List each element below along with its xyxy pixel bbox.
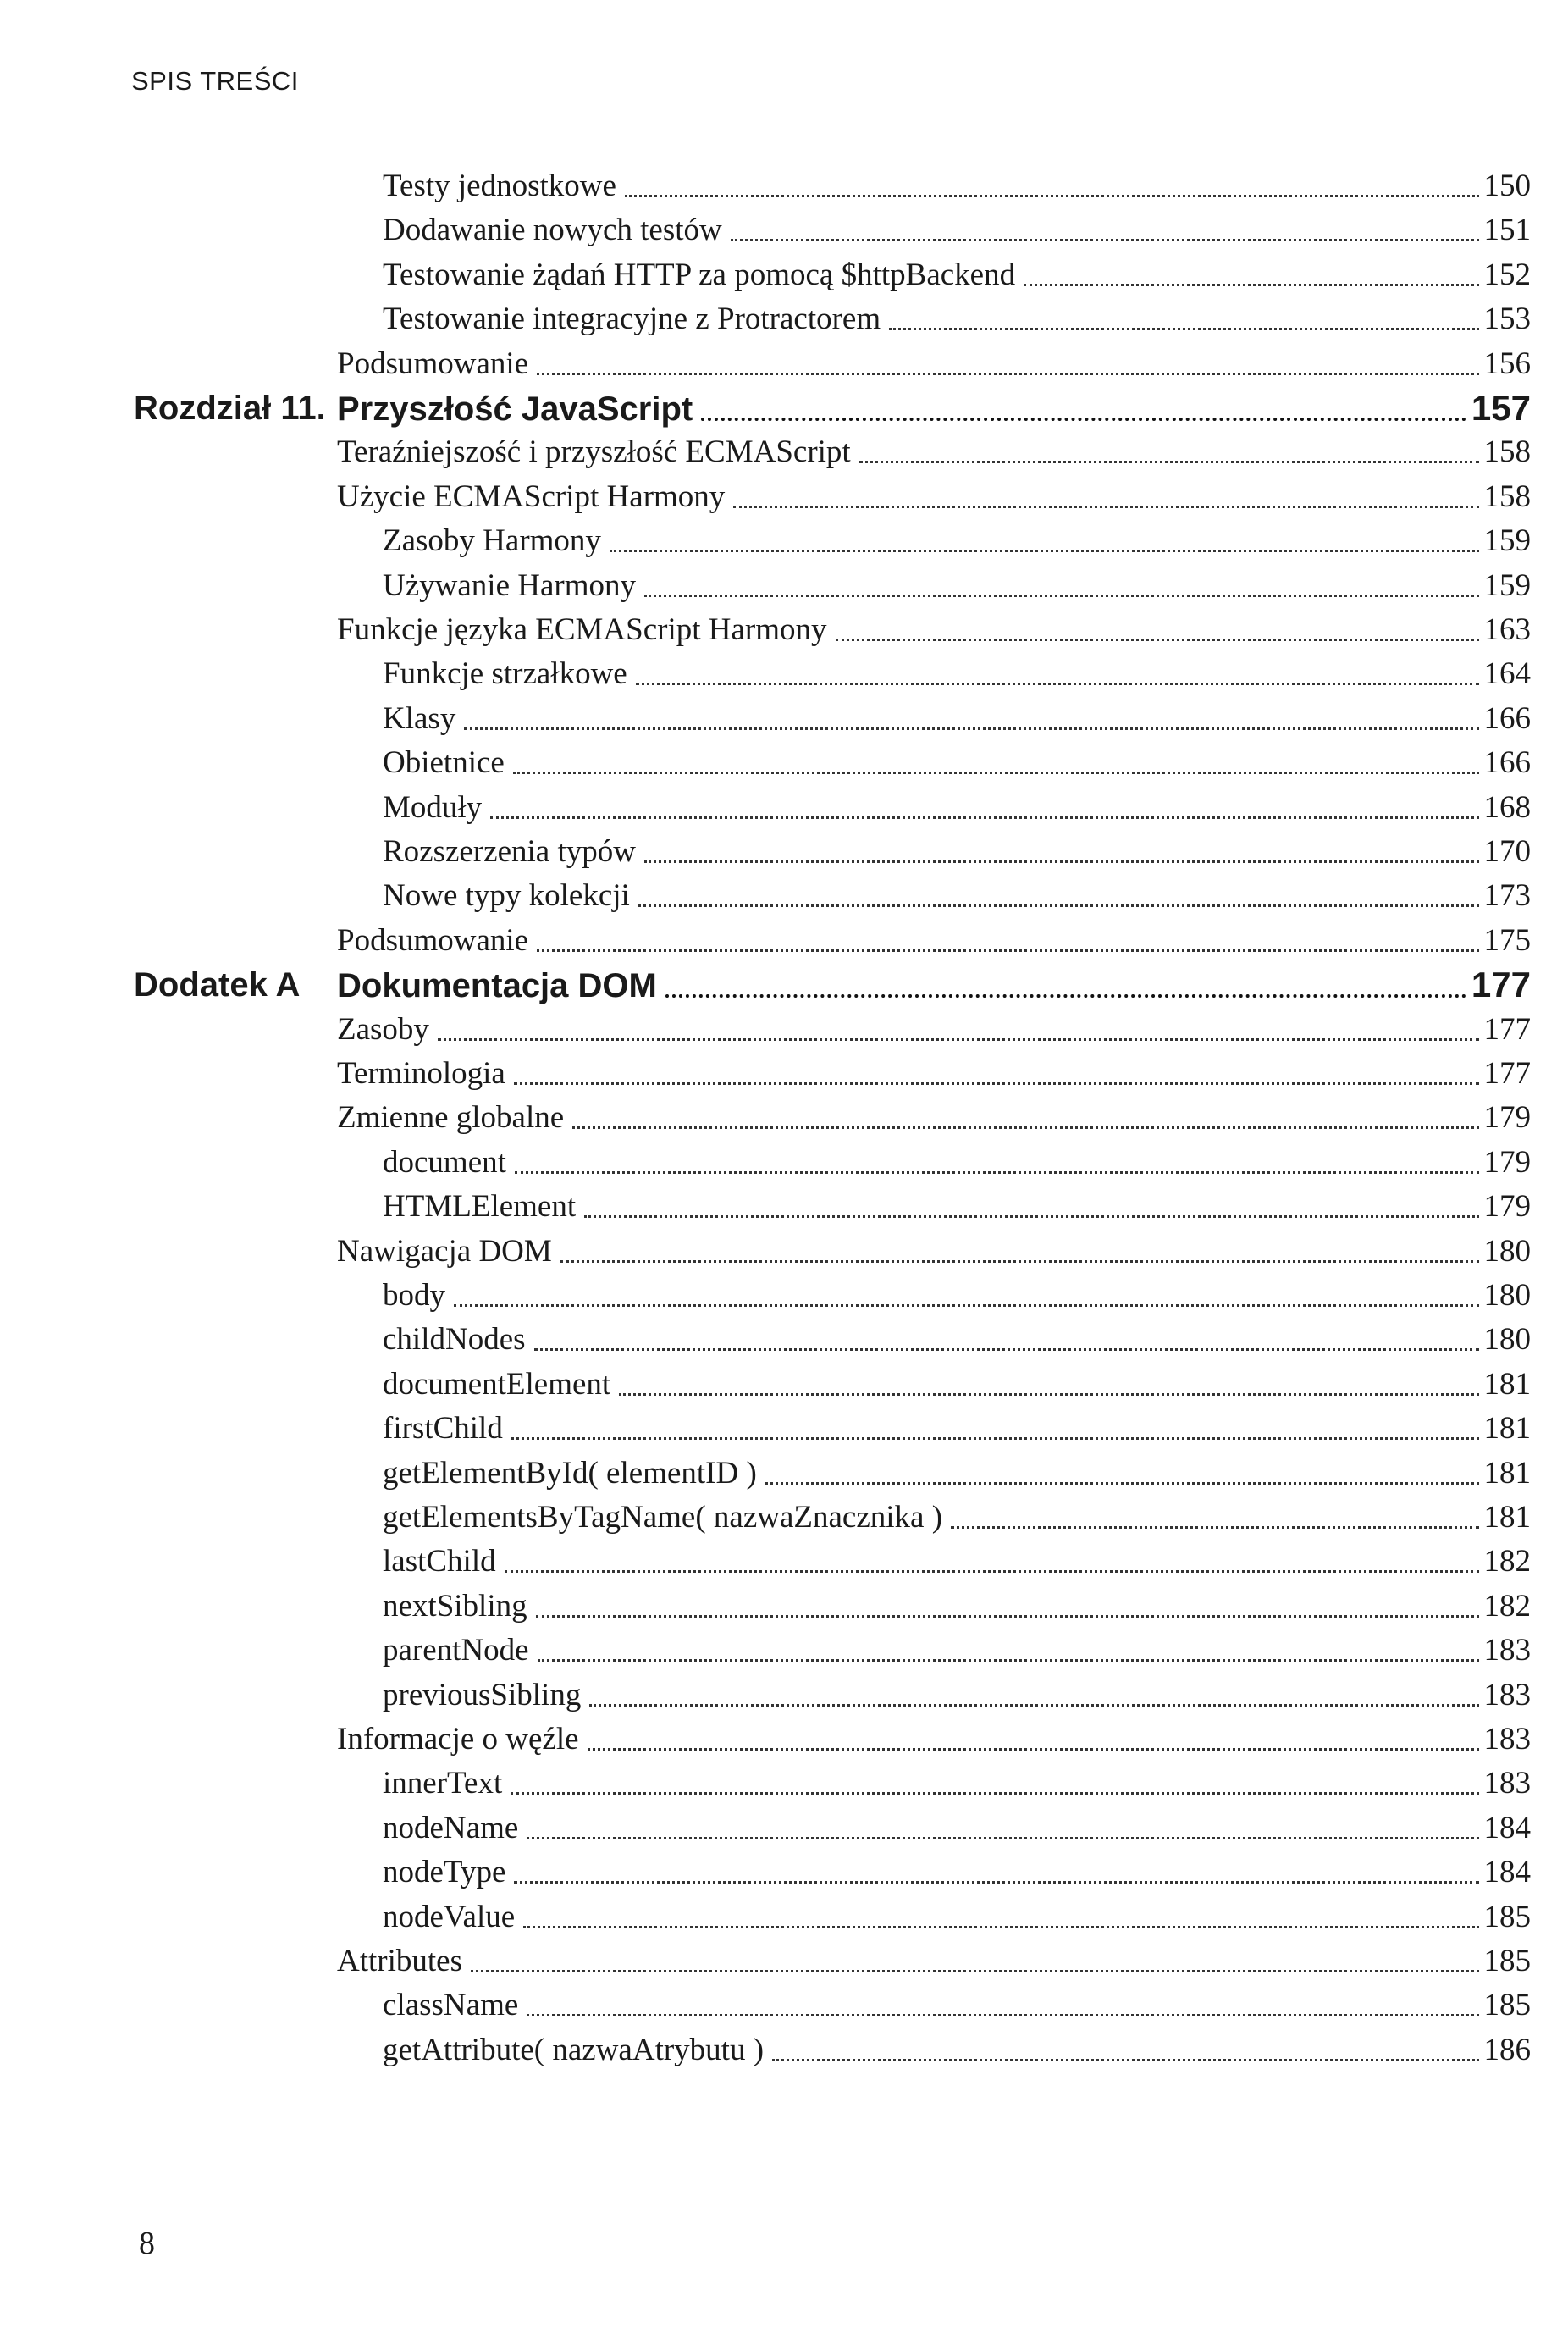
toc-entry-row xyxy=(383,298,1531,340)
dot-leader xyxy=(511,1791,1478,1795)
dot-leader xyxy=(515,1170,1479,1174)
toc-entry-page: 158 xyxy=(1483,479,1531,514)
dot-leader xyxy=(511,1436,1479,1440)
toc-entry-page: 152 xyxy=(1483,257,1531,292)
toc-entry-page: 181 xyxy=(1483,1411,1531,1447)
toc-entry-title: body xyxy=(383,1278,445,1313)
toc-entry-row xyxy=(383,653,1531,695)
toc-entry-page: 179 xyxy=(1483,1189,1531,1225)
toc-entry-page: 180 xyxy=(1483,1322,1531,1358)
dot-leader xyxy=(733,505,1478,508)
toc-entry-page: 173 xyxy=(1483,878,1531,914)
toc-entry-title: Zmienne globalne xyxy=(337,1100,565,1136)
dot-leader xyxy=(471,1969,1479,1972)
toc-entry-page: 177 xyxy=(1483,1056,1531,1091)
toc-entry-row xyxy=(383,1896,1531,1939)
toc-entry-row xyxy=(383,698,1531,740)
toc-entry-row xyxy=(337,343,1531,385)
toc-entry-row xyxy=(383,565,1531,607)
toc-entry-title: innerText xyxy=(383,1766,503,1801)
toc-entry-row xyxy=(383,1496,1531,1539)
toc-entry-row xyxy=(383,1452,1531,1495)
toc-entry-row xyxy=(337,609,1531,651)
toc-entry-title: previousSibling xyxy=(383,1677,582,1712)
dot-leader xyxy=(644,594,1479,597)
toc-entry-page: 175 xyxy=(1483,922,1531,958)
dot-leader xyxy=(536,1614,1479,1618)
toc-entry-title: Dodawanie nowych testów xyxy=(383,213,722,248)
dot-leader xyxy=(951,1525,1478,1529)
dot-leader xyxy=(589,1703,1478,1707)
toc-entry-page: 158 xyxy=(1483,434,1531,470)
toc-entry-row xyxy=(383,875,1531,917)
chapter-label: Rozdział 11. xyxy=(134,390,326,427)
dot-leader xyxy=(1024,283,1478,286)
dot-leader xyxy=(619,1392,1478,1396)
toc-entry-row xyxy=(383,254,1531,296)
dot-leader xyxy=(537,949,1478,952)
toc-entry-row xyxy=(337,1097,1531,1139)
toc-entry-title: nodeValue xyxy=(383,1899,516,1934)
toc-entry-row xyxy=(383,1851,1531,1894)
toc-entry-page: 151 xyxy=(1483,213,1531,248)
toc-entry-page: 180 xyxy=(1483,1278,1531,1313)
toc-entry-row xyxy=(383,520,1531,562)
toc-entry-title: Testy jednostkowe xyxy=(383,169,616,203)
page-number: 8 xyxy=(139,2226,155,2261)
dot-leader xyxy=(490,816,1478,819)
dot-leader xyxy=(537,372,1478,375)
toc-entry-page: 166 xyxy=(1483,700,1531,736)
toc-entry-row xyxy=(383,1186,1531,1228)
dot-leader xyxy=(464,727,1478,730)
toc-entry-title: Funkcje języka ECMAScript Harmony xyxy=(337,612,827,647)
toc-entry-row xyxy=(337,1053,1531,1095)
toc-entry-title: Teraźniejszość i przyszłość ECMAScript xyxy=(337,434,851,470)
dot-leader xyxy=(644,860,1479,863)
toc-entry-page: 182 xyxy=(1483,1588,1531,1624)
toc-entry-page: 150 xyxy=(1483,169,1531,203)
dot-leader xyxy=(636,682,1479,685)
toc-entry-title: Rozszerzenia typów xyxy=(383,834,636,869)
toc-entry-page: 157 xyxy=(1471,388,1531,428)
dot-leader xyxy=(610,549,1479,552)
toc-entry-page: 183 xyxy=(1483,1766,1531,1801)
dot-leader xyxy=(514,1880,1478,1884)
toc-entry-page: 185 xyxy=(1483,1988,1531,2023)
toc-entry-page: 180 xyxy=(1483,1233,1531,1269)
toc-entry-row xyxy=(337,1009,1531,1051)
toc-entry-title: Zasoby Harmony xyxy=(383,523,601,559)
dot-leader xyxy=(588,1747,1479,1751)
toc-entry-page: 182 xyxy=(1483,1544,1531,1579)
toc-entry-row xyxy=(337,1231,1531,1273)
toc-entry-page: 181 xyxy=(1483,1455,1531,1491)
toc-entry-title: Terminologia xyxy=(337,1056,505,1091)
toc-entry-page: 186 xyxy=(1483,2032,1531,2067)
toc-entry-page: 183 xyxy=(1483,1633,1531,1668)
toc-entry-row xyxy=(383,742,1531,784)
toc-entry-row xyxy=(383,1629,1531,1672)
dot-leader xyxy=(772,2058,1478,2061)
toc-entry-title: childNodes xyxy=(383,1322,526,1358)
toc-entry-title: getAttribute( nazwaAtrybutu ) xyxy=(383,2032,765,2067)
toc-entry-page: 183 xyxy=(1483,1677,1531,1712)
dot-leader xyxy=(584,1214,1478,1218)
toc-entry-title: getElementById( elementID ) xyxy=(383,1455,757,1491)
dot-leader xyxy=(527,1836,1478,1839)
toc-entry-row xyxy=(383,1319,1531,1361)
toc-entry-title: Klasy xyxy=(383,700,456,736)
toc-entry-title: parentNode xyxy=(383,1633,529,1668)
toc-entry-page: 181 xyxy=(1483,1366,1531,1402)
toc-entry-row xyxy=(337,920,1531,962)
toc-entry-page: 164 xyxy=(1483,656,1531,692)
toc-entry-title: documentElement xyxy=(383,1366,611,1402)
dot-leader xyxy=(560,1259,1479,1263)
toc-entry-page: 179 xyxy=(1483,1144,1531,1180)
toc-entry-row xyxy=(337,1940,1531,1983)
toc-entry-row xyxy=(383,1541,1531,1583)
toc-entry-title: className xyxy=(383,1988,519,2023)
toc-entry-row xyxy=(383,1762,1531,1805)
toc-entry-row xyxy=(383,1408,1531,1450)
toc-entry-title: Testowanie żądań HTTP za pomocą $httpBackend xyxy=(383,257,1016,292)
dot-leader xyxy=(438,1037,1479,1041)
toc-entry-page: 156 xyxy=(1483,346,1531,381)
dot-leader xyxy=(665,993,1466,998)
toc-entry-row xyxy=(383,831,1531,873)
toc-entry-title: Funkcje strzałkowe xyxy=(383,656,627,692)
toc-entry-row xyxy=(383,1674,1531,1717)
toc-entry-page: 185 xyxy=(1483,1944,1531,1978)
toc-entry-row xyxy=(337,476,1531,518)
dot-leader xyxy=(527,2013,1478,2016)
running-head: SPIS TREŚCI xyxy=(131,66,299,96)
toc-entry-page: 159 xyxy=(1483,523,1531,559)
toc-entry-title: Używanie Harmony xyxy=(383,567,636,603)
dot-leader xyxy=(454,1303,1479,1307)
toc-entry-page: 183 xyxy=(1483,1722,1531,1756)
chapter-label: Dodatek A xyxy=(134,966,301,1004)
toc-entry-title: Nawigacja DOM xyxy=(337,1233,552,1269)
toc-entry-page: 177 xyxy=(1483,1011,1531,1047)
toc-entry-row xyxy=(337,431,1531,473)
toc-entry-title: firstChild xyxy=(383,1411,503,1447)
dot-leader xyxy=(638,904,1479,907)
toc-entry-row xyxy=(383,1585,1531,1628)
toc-entry-title: Podsumowanie xyxy=(337,346,529,381)
dot-leader xyxy=(625,194,1479,197)
toc-entry-title: nodeType xyxy=(383,1855,506,1890)
toc-entry-row xyxy=(337,1718,1531,1761)
toc-entry-title: Informacje o węźle xyxy=(337,1722,579,1756)
toc-entry-page: 159 xyxy=(1483,567,1531,603)
dot-leader xyxy=(836,638,1479,641)
dot-leader xyxy=(731,238,1479,241)
toc-entry-page: 179 xyxy=(1483,1100,1531,1136)
toc-entry-page: 177 xyxy=(1471,965,1531,1005)
toc-entry-page: 170 xyxy=(1483,834,1531,869)
dot-leader xyxy=(505,1569,1479,1573)
toc-entry-title: document xyxy=(383,1144,506,1180)
toc-entry-page: 166 xyxy=(1483,745,1531,781)
toc-entry-title: Przyszłość JavaScript xyxy=(337,390,693,428)
toc-entry-title: lastChild xyxy=(383,1544,496,1579)
toc-entry-row xyxy=(383,1984,1531,2027)
toc-entry-row xyxy=(383,787,1531,829)
toc-entry-page: 184 xyxy=(1483,1855,1531,1890)
dot-leader xyxy=(889,327,1478,330)
toc-entry-title: HTMLElement xyxy=(383,1189,577,1225)
toc-entry-row xyxy=(383,1364,1531,1406)
dot-leader xyxy=(859,460,1479,463)
toc-entry-row xyxy=(383,1807,1531,1850)
toc-chapter-row xyxy=(337,387,1531,429)
dot-leader xyxy=(523,1925,1478,1928)
toc-entry-title: Zasoby xyxy=(337,1011,429,1047)
toc-entry-title: Podsumowanie xyxy=(337,922,529,958)
toc-entry-page: 153 xyxy=(1483,301,1531,337)
toc-entry-page: 184 xyxy=(1483,1810,1531,1845)
toc-entry-page: 185 xyxy=(1483,1899,1531,1934)
toc-entry-title: getElementsByTagName( nazwaZnacznika ) xyxy=(383,1500,943,1535)
toc-entry-title: Nowe typy kolekcji xyxy=(383,878,630,914)
toc-entry-row xyxy=(383,1275,1531,1317)
toc-entry-title: nextSibling xyxy=(383,1588,527,1624)
toc-entry-title: Attributes xyxy=(337,1944,462,1978)
toc-entry-title: nodeName xyxy=(383,1810,519,1845)
dot-leader xyxy=(534,1347,1479,1351)
toc-entry-title: Dokumentacja DOM xyxy=(337,967,657,1005)
toc-entry-page: 181 xyxy=(1483,1500,1531,1535)
toc-entry-page: 168 xyxy=(1483,789,1531,825)
dot-leader xyxy=(538,1658,1479,1662)
toc-entry-row xyxy=(383,2029,1531,2072)
dot-leader xyxy=(514,1081,1479,1085)
dot-leader xyxy=(513,771,1479,774)
toc-entry-row xyxy=(383,1142,1531,1184)
toc-entry-title: Użycie ECMAScript Harmony xyxy=(337,479,726,514)
dot-leader xyxy=(572,1126,1478,1129)
dot-leader xyxy=(765,1481,1479,1485)
toc-entry-row xyxy=(383,209,1531,252)
toc-entry-page: 163 xyxy=(1483,612,1531,647)
toc-entry-title: Testowanie integracyjne z Protractorem xyxy=(383,301,881,337)
dot-leader xyxy=(701,417,1466,421)
toc-entry-row xyxy=(383,165,1531,207)
toc-entry-title: Obietnice xyxy=(383,745,505,781)
toc-chapter-row xyxy=(337,964,1531,1006)
toc-entry-title: Moduły xyxy=(383,789,483,825)
